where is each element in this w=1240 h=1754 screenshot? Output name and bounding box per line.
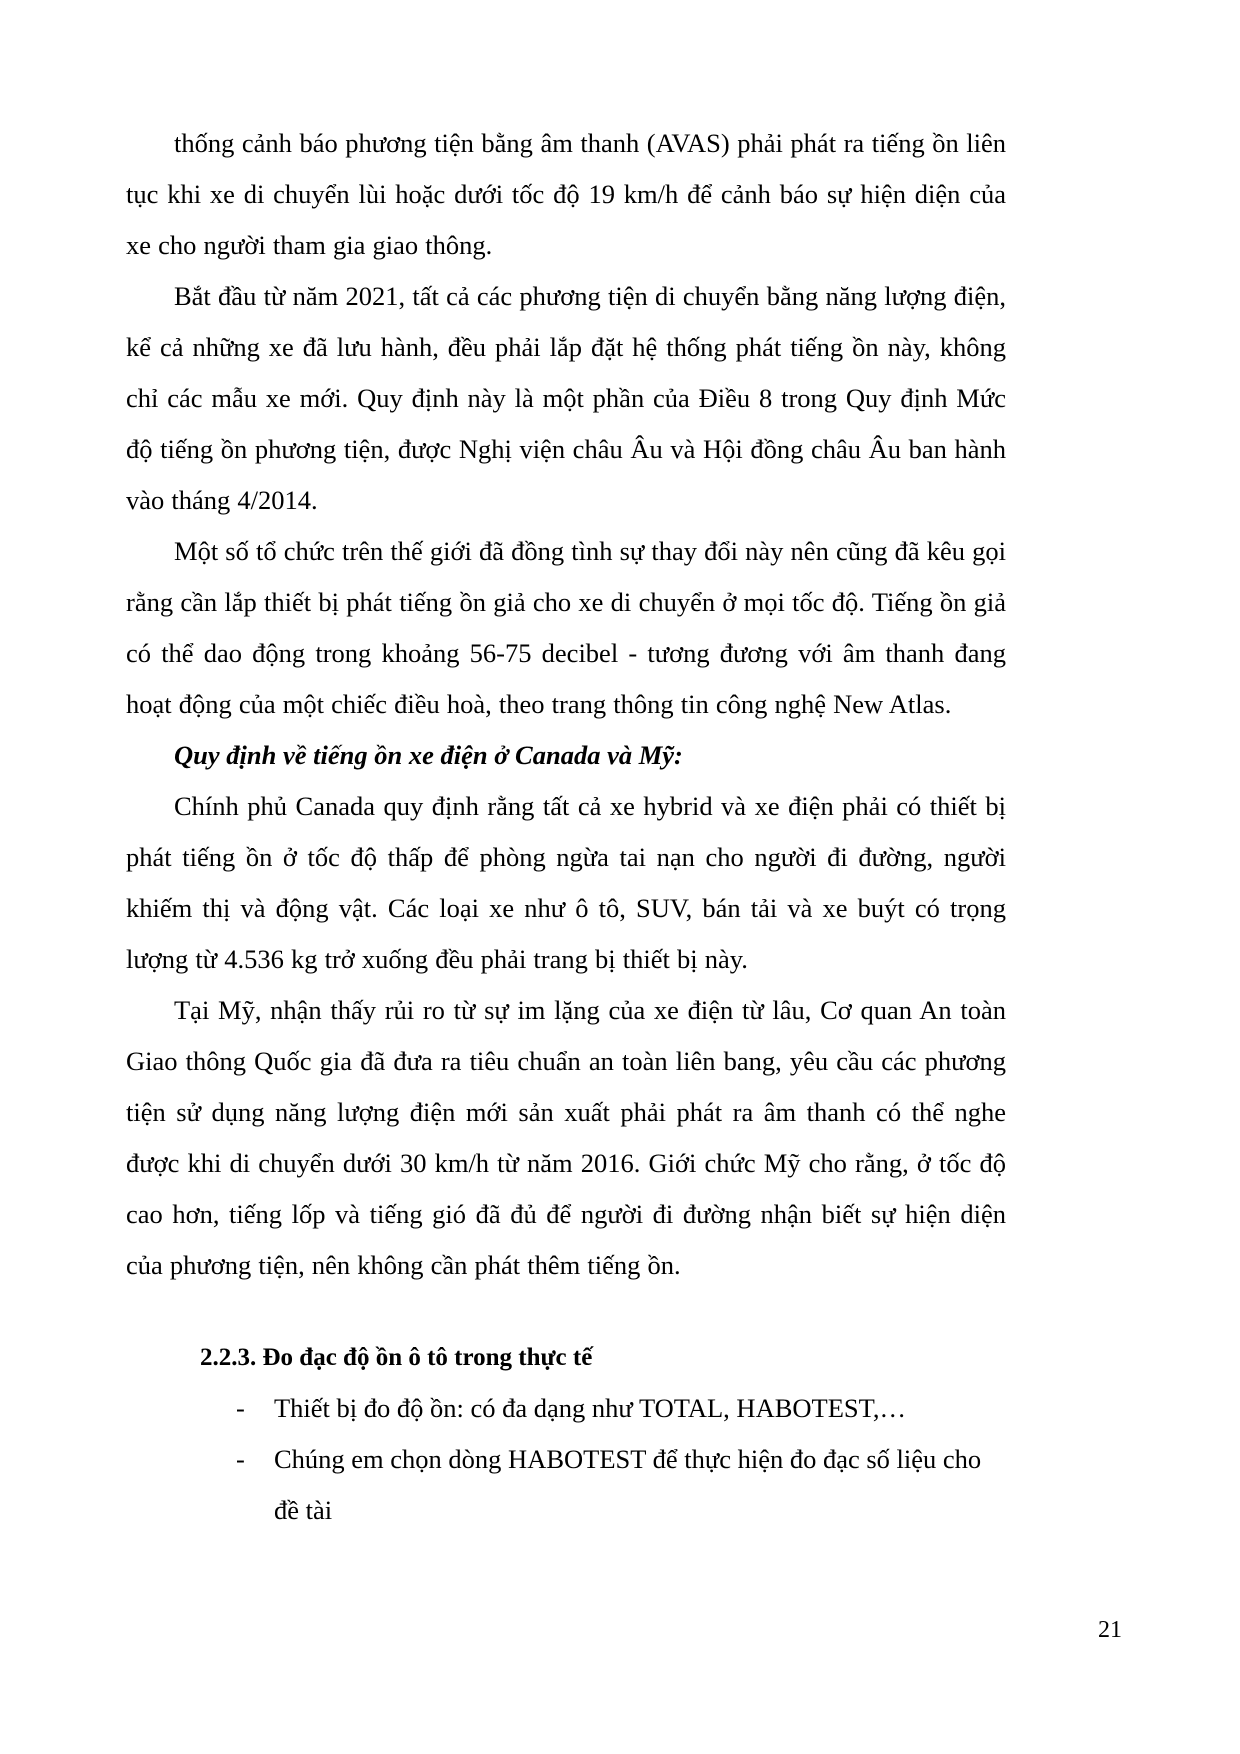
subheading-canada-usa: Quy định về tiếng ồn xe điện ở Canada và Mỹ: (174, 740, 683, 770)
paragraph-1: thống cảnh báo phương tiện bằng âm thanh (AVAS) phải phát ra tiếng ồn liên tục khi xe di chuyển lùi hoặc dưới tốc độ 19 km/h để cảnh báo sự hiện diện của xe cho người tham gia giao thông. (126, 128, 1006, 260)
list-item-text: Thiết bị đo độ ồn: có đa dạng như TOTAL, HABOTEST,… (274, 1393, 906, 1423)
page-number: 21 (1098, 1617, 1122, 1643)
paragraph-5: Tại Mỹ, nhận thấy rủi ro từ sự im lặng của xe điện từ lâu, Cơ quan An toàn Giao thông Quốc gia đã đưa ra tiêu chuẩn an toàn liên bang, yêu cầu các phương tiện sử dụng năng lượng điện mới sản xuất phải phát ra âm thanh có thể nghe được khi di chuyển dưới 30 km/h từ năm 2016. Giới chức Mỹ cho rằng, ở tốc độ cao hơn, tiếng lốp và tiếng gió đã đủ để người đi đường nhận biết sự hiện diện của phương tiện, nên không cần phát thêm tiếng ồn. (126, 995, 1006, 1280)
section-heading-2-2-3: 2.2.3. Đo đạc độ ồn ô tô trong thực tế (200, 1344, 593, 1371)
dash-bullet-icon: - (236, 1393, 245, 1423)
list-item (126, 1434, 1006, 1536)
list-item-text: Chúng em chọn dòng HABOTEST để thực hiện đo đạc số liệu cho đề tài (274, 1444, 982, 1525)
paragraph-4: Chính phủ Canada quy định rằng tất cả xe hybrid và xe điện phải có thiết bị phát tiếng ồn ở tốc độ thấp để phòng ngừa tai nạn cho người đi đường, người khiếm thị và động vật. Các loại xe như ô tô, SUV, bán tải và xe buýt có trọng lượng từ 4.536 kg trở xuống đều phải trang bị thiết bị này. (126, 791, 1006, 974)
bullet-list (126, 1383, 1006, 1536)
dash-bullet-icon: - (236, 1444, 245, 1474)
paragraph-2: Bắt đầu từ năm 2021, tất cả các phương tiện di chuyển bằng năng lượng điện, kể cả những xe đã lưu hành, đều phải lắp đặt hệ thống phát tiếng ồn này, không chỉ các mẫu xe mới. Quy định này là một phần của Điều 8 trong Quy định Mức độ tiếng ồn phương tiện, được Nghị viện châu Âu và Hội đồng châu Âu ban hành vào tháng 4/2014. (126, 281, 1006, 515)
list-item (126, 1383, 1006, 1434)
paragraph-3: Một số tổ chức trên thế giới đã đồng tình sự thay đổi này nên cũng đã kêu gọi rằng cần lắp thiết bị phát tiếng ồn giả cho xe di chuyển ở mọi tốc độ. Tiếng ồn giả có thể dao động trong khoảng 56-75 decibel - tương đương với âm thanh đang hoạt động của một chiếc điều hoà, theo trang thông tin công nghệ New Atlas. (126, 536, 1006, 719)
page-content (126, 118, 1006, 1536)
